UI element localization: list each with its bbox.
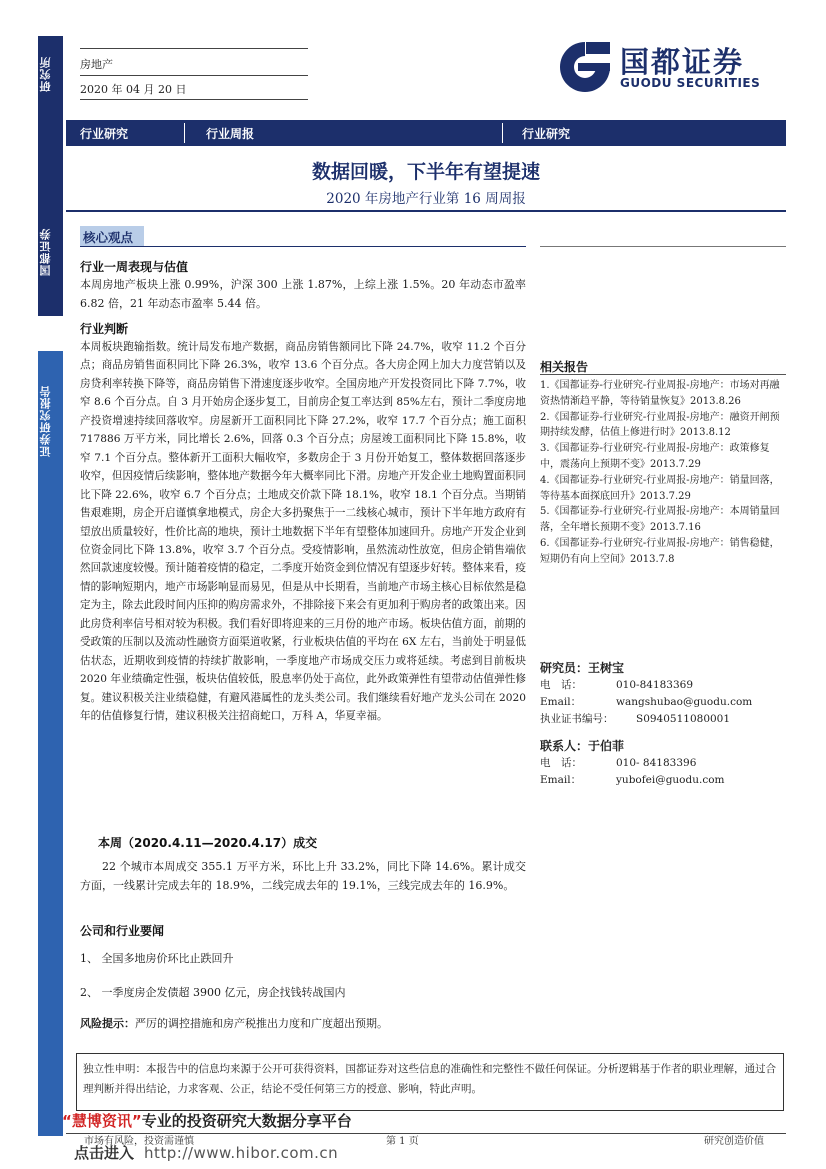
watermark-slogan: 专业的投资研究大数据分享平台 [141,1112,352,1130]
risk-warning [80,1015,526,1034]
category-industry-research-right: 行业研究 [522,127,571,141]
header-rule-top [80,48,308,49]
watermark-url[interactable]: http://www.hibor.com.cn [144,1144,339,1162]
contact-email[interactable]: yubofei@guodu.com [616,774,725,786]
related-reports-title: 相关报告 [540,360,589,374]
news-item: 1、 全国多地房价环比止跌回升 [80,952,234,965]
weekly-performance-text: 本周房地产板块上涨 0.99%，沪深 300 上涨 1.87%，上综上涨 1.5%。20 年动态市盈率 6.82 倍，21 年动态市盈率 5.44 倍。 [80,278,526,310]
related-report-item[interactable]: 3.《国都证券-行业研究-行业周报-房地产：政策修复中，震荡向上预期不变》2013.7.29 [540,443,770,470]
related-reports-rule [540,374,786,375]
header-rule-bottom [80,99,308,100]
independence-disclaimer: 独立性申明：本报告中的信息均来源于公开可获得资料，国都证券对这些信息的准确性和完整性不做任何保证。分析逻辑基于作者的职业理解，通过合理判断并得出结论，力求客观、公正，结论不受任何第三方的授意、影响，特此声明。 [76,1053,784,1111]
weekly-deals-text: 22 个城市本周成交 355.1 万平方米，环比上升 33.2%，同比下降 14.6%。累计成交方面，一线累计完成去年的 18.9%，二线完成去年的 19.1%，三线完成去年的 16.9%。 [80,860,526,892]
watermark-enter: 点击进入 [74,1144,135,1162]
company-logo [556,38,786,96]
weekly-deals-heading: 本周（2020.4.11—2020.4.17）成交 [98,836,318,850]
contact-email-label: Email： [540,774,582,786]
footer-page-number: 第 1 页 [386,1136,419,1147]
logo-mark-icon [556,38,614,96]
related-report-item[interactable]: 2.《国都证券-行业研究-行业周报-房地产：融资开闸预期持续发酵，估值上修进行时》2013.8.12 [540,411,780,439]
logo-english-name: GUODU SECURITIES [620,76,761,90]
analyst-block [540,660,786,728]
side-label-report-type: 证券研究报告 [39,385,52,457]
header-industry: 房地产 [80,58,113,71]
news-item: 2、 一季度房企发债超 3900 亿元，房企找钱转战国内 [80,986,346,999]
footer-risk-note: 市场有风险，投资需谨慎 [84,1136,194,1147]
header-rule-mid [80,75,308,76]
analyst-email[interactable]: wangshubao@guodu.com [616,696,753,708]
side-label-research-institute: 研究所 [39,56,52,92]
related-reports-list [540,378,786,568]
related-report-item[interactable]: 5.《国都证券-行业研究-行业周报-房地产：本周销量回落，全年增长预期不变》2013.7.16 [540,506,780,534]
side-label-company: 国都证券 [39,228,52,276]
judgment-heading: 行业判断 [80,322,129,336]
analyst-phone-label: 电 话： [540,679,582,691]
company-news-heading: 公司和行业要闻 [80,924,165,938]
report-subtitle: 2020 年房地产行业第 16 周周报 [326,191,526,207]
contact-name: 联系人：于伯菲 [540,739,625,753]
judgment-text: 本周板块跑输指数。统计局发布地产数据，商品房销售额同比下降 24.7%，收窄 11.2 个百分点；商品房销售面积同比下降 26.3%，收窄 13.6 个百分点。各大房企网上加大力度营销以及房贷利率转换下降等，商品房销售下滑速度逐步收窄。全国房地产开发投资同比下降 7.7%，收窄 8.6 个百分点。自 3 月开始房企逐步复工，目前房企复工率达到 85%左右，预计二季度房地产投资增速持续回落收窄。房屋新开工面积同比下降 27.2%，收窄 17.7 个百分点；施工面积 717886 万平方米，同比增长 2.6%，回落 0.3 个百分点；房屋竣工面积同比下降 15.8%，收窄 7.1 个百分点。整体新开工面积大幅收窄，多数房企于 3 月份开始复工，整体数据回落逐步收窄，但因疫情后续影响，整体地产数据今年大概率同比下滑。房地产开发企业土地购置面积同比下降 22.6%，收窄 6.7 个百分点；土地成交价款下降 18.1%，收窄 18.1 个百分点。当期销售艰难期，房企开启谨慎拿地模式，房企大多扔聚焦于一二线核心城市，预计下半年地方政府有望放出质量较好，性价比高的地块，预计土地数据下半年有望整体加速回升。房地产开发企业到位资金同比下降 13.8%，收窄 3.7 个百分点。受疫情影响，虽然流动性放宽，但房企销售端依然回款速度较慢。预计随着疫情的稳定，二季度开始资金到位情况有望逐步好转。整体来看，疫情的影响短期内，地产市场影响显而易见，但是从中长期看，当前地产市场主核心目标依然是稳定为主，除去此段时间内压抑的购房需求外，不排除接下来会有更加利于购房者的政策出来。因此房贷利率信号相对较为积极。我们看好即将迎来的三月份的地产市场。板块估值方面，前期的受政策的压制以及流动性融资方面渠道收紧，行业板块估值的平均在 6X 左右，当前处于明显低估状态，近期收到疫情的持续扩散影响，一季度地产市场成交压力或将延续。考虑到目前板块 2020 年业绩确定性强，板块估值较低，股息率仍处于高位，此外政策弹性有望带动估值弹性修复。建议积极关注业绩稳健，有避风港属性的龙头类公司。我们继续看好地产龙头公司在 2020 年的估值修复行情，建议积极关注招商蛇口，万科 A，华夏幸福。 [80,341,526,723]
category-industry-research-left: 行业研究 [80,127,129,141]
analyst-cert: S0940511080001 [636,713,731,725]
category-bar [66,120,786,146]
category-separator [184,123,185,143]
related-report-item[interactable]: 6.《国都证券-行业研究-行业周报-房地产：销售稳健，短期仍有向上空间》2013.7.8 [540,537,780,565]
title-rule [66,210,786,212]
report-title: 数据回暖，下半年有望提速 [311,161,540,183]
related-report-item[interactable]: 1.《国都证券-行业研究-行业周报-房地产：市场对再融资热情渐趋平静，等待销量恢复》2013.8.26 [540,380,780,407]
watermark-brand: “慧博资讯” [62,1112,142,1130]
related-report-item[interactable]: 4.《国都证券-行业研究-行业周报-房地产：销量回落，等待基本面探底回升》2013.7.29 [540,474,780,502]
contact-block [540,738,786,789]
weekly-performance-heading: 行业一周表现与估值 [80,260,189,274]
risk-label: 风险提示： [80,1017,135,1030]
analyst-name: 研究员：王树宝 [540,661,625,675]
side-bar [38,36,63,1136]
footer-slogan: 研究创造价值 [704,1136,764,1147]
category-separator [502,123,503,143]
logo-chinese-name: 国都证券 [620,45,745,79]
watermark-link[interactable] [74,1142,338,1163]
contact-phone-label: 电 话： [540,757,582,769]
analyst-email-label: Email： [540,696,582,708]
contact-phone: 010- 84183396 [616,757,697,769]
core-view-rule [80,246,526,247]
analyst-cert-label: 执业证书编号： [540,713,614,725]
header-date: 2020 年 04 月 20 日 [80,83,187,96]
core-view-tag: 核心观点 [80,226,144,246]
analyst-phone: 010-84183369 [616,679,694,691]
category-weekly-report: 行业周报 [206,127,255,141]
watermark-banner[interactable] [62,1110,352,1131]
risk-text: 严厉的调控措施和房产税推出力度和广度超出预期。 [135,1017,388,1030]
right-column-rule [540,246,786,247]
